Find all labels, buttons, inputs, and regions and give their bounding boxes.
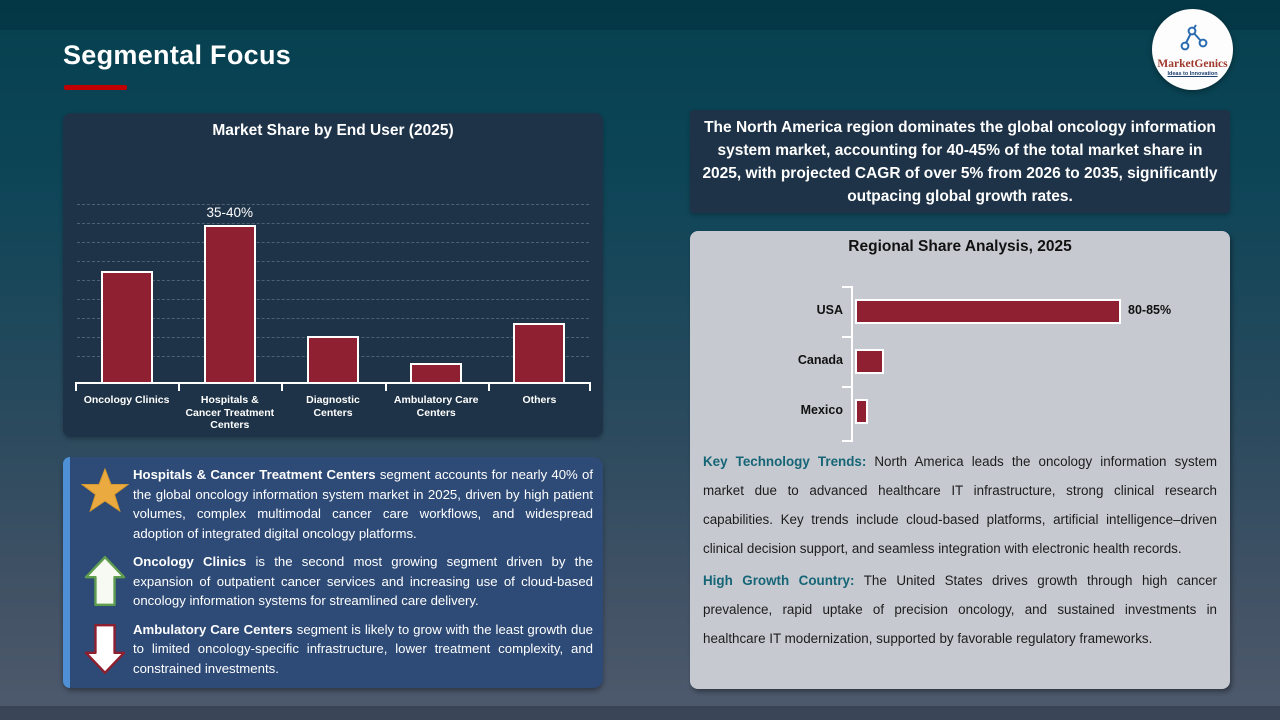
insight-text: Ambulatory Care Centers segment is likely to grow with the least growth due to limited oncology-specific infrastructure, lower treatment complexity, and constrained investments. (133, 621, 593, 676)
end-user-chart-axis (75, 384, 591, 392)
category-label-mexico: Mexico (800, 403, 843, 417)
up-arrow-icon (77, 552, 133, 607)
category-label-canada: Canada (797, 353, 843, 367)
logo (1152, 9, 1233, 90)
regional-chart-title: Regional Share Analysis, 2025 (848, 238, 1072, 255)
bar-usa (855, 299, 1121, 324)
insight-item-hospitals (77, 465, 593, 543)
axis-tick (281, 384, 283, 391)
category-label-hospitals-cancer-treatment-centers: Hospitals & Cancer Treatment Centers (185, 394, 275, 431)
end-user-chart-panel (63, 113, 603, 437)
axis-tick (385, 384, 387, 391)
category-label-others: Others (522, 394, 557, 406)
category-label-diagnostic-centers: Diagnostic Centers (306, 394, 360, 419)
category-label-ambulatory-care-centers: Ambulatory Care Centers (393, 394, 479, 419)
bar-value-label: 80-85% (1128, 303, 1172, 317)
top-band (0, 0, 1280, 30)
axis-tick (842, 286, 852, 288)
end-user-chart-plot (75, 141, 591, 384)
category-label-usa: USA (816, 303, 843, 317)
bar-diagnostic-centers (307, 336, 359, 382)
axis-tick (488, 384, 490, 391)
logo-name: MarketGenics (1157, 57, 1228, 70)
insight-text: Hospitals & Cancer Treatment Centers segment accounts for nearly 40% of the global oncology information system market in 2025, driven by high patient volumes, complex multimodal cancer care workflows, and widespread adoption of integrated digital oncology platforms. (133, 467, 593, 541)
end-user-chart-title: Market Share by End User (2025) (212, 122, 454, 139)
gridline (77, 299, 589, 300)
regional-notes (703, 447, 1217, 656)
gridline (77, 280, 589, 281)
axis-tick (75, 384, 77, 391)
axis-tick (842, 336, 852, 338)
regional-panel (690, 231, 1230, 689)
axis-tick (842, 440, 852, 442)
page-title: Segmental Focus (63, 40, 292, 70)
insight-item-oncology-clinics (77, 552, 593, 611)
insight-text: Oncology Clinics is the second most growing segment driven by the expansion of outpatient cancer services and increasing use of cloud-based oncology information systems for streamlined care delivery. (133, 554, 594, 608)
north-america-highlight-text: The North America region dominates the global oncology information system market, accounting for 40-45% of the total market share in 2025, with projected CAGR of over 5% from 2026 to 2035, significantly outpacing global growth rates. (702, 118, 1218, 205)
bar-canada (855, 349, 884, 374)
note-key-technology-trends: Key Technology Trends: North America leads the oncology information system market due to advanced healthcare IT infrastructure, strong clinical research capabilities. Key trends include cloud-based platforms, artificial intelligence–driven clinical decision support, and seamless integration with electronic health records. (703, 454, 1217, 556)
gridline (77, 204, 589, 205)
insight-item-ambulatory (77, 620, 593, 679)
insight-box (63, 457, 603, 688)
bar-hospitals-cancer-treatment-centers (204, 225, 256, 382)
end-user-chart-categories (75, 394, 591, 432)
bar-value-label: 35-40% (206, 205, 254, 220)
north-america-highlight-box (690, 110, 1230, 213)
axis-tick (589, 384, 591, 391)
axis-tick (842, 386, 852, 388)
bar-mexico (855, 399, 868, 424)
bar-others (513, 323, 565, 382)
bar-ambulatory-care-centers (410, 363, 462, 382)
bottom-band (0, 706, 1280, 720)
gridline (77, 223, 589, 224)
bar-oncology-clinics (101, 271, 153, 382)
gridline (77, 242, 589, 243)
molecule-icon (1176, 23, 1210, 58)
down-arrow-icon (77, 620, 133, 675)
star-icon (77, 465, 133, 514)
note-high-growth-country: High Growth Country: The United States drives growth through high cancer prevalence, rapid uptake of precision oncology, and sustained investments in healthcare IT modernization, supported by favorable regulatory frameworks. (703, 573, 1217, 646)
insight-box-stripe (63, 457, 70, 688)
gridline (77, 261, 589, 262)
axis-tick (178, 384, 180, 391)
title-underline (64, 85, 127, 90)
logo-tagline: Ideas to Innovation (1167, 70, 1218, 77)
category-label-oncology-clinics: Oncology Clinics (83, 394, 170, 406)
gridline (77, 318, 589, 319)
